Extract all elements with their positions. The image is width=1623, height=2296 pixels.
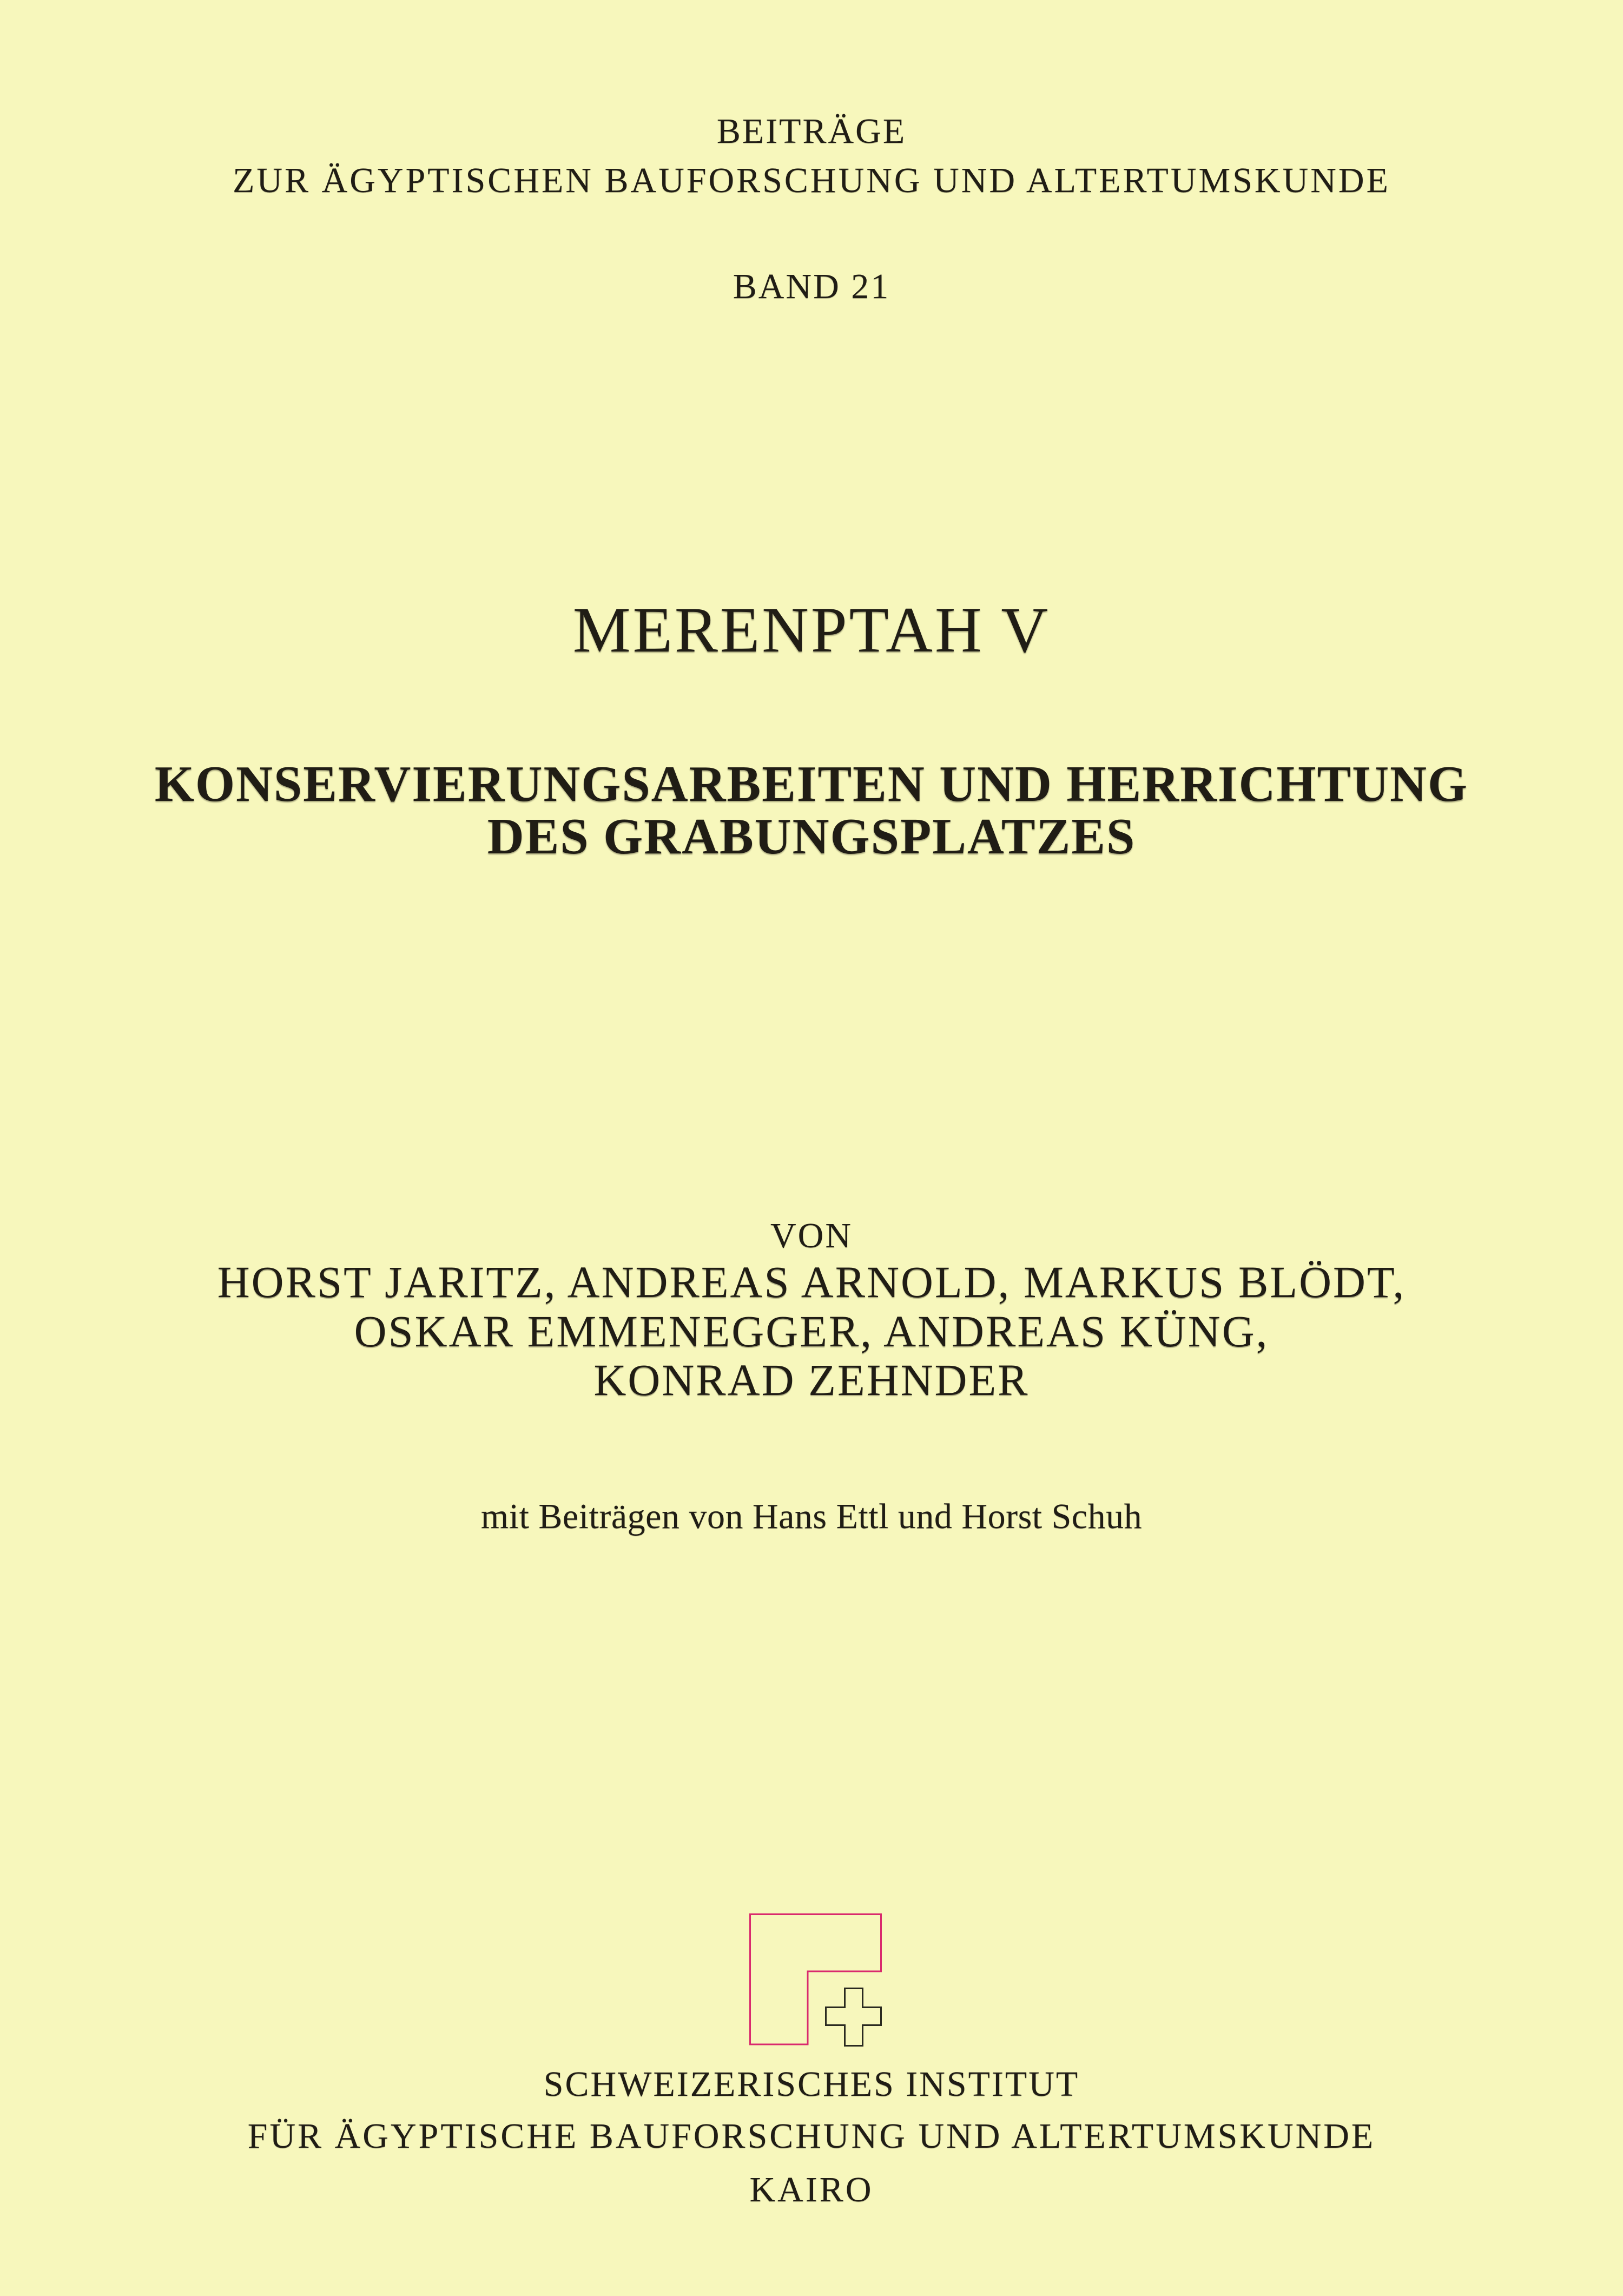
series-title-line1: BEITRÄGE [716, 111, 907, 151]
authors-intro: VON [770, 1216, 853, 1255]
swiss-cross-icon [826, 1989, 881, 2046]
publisher-name-line1: SCHWEIZERISCHES INSTITUT [543, 2064, 1080, 2104]
authors-line2: OSKAR EMMENEGGER, ANDREAS KÜNG, [354, 1306, 1269, 1356]
contributors-note: mit Beiträgen von Hans Ettl und Horst Schuh [480, 1497, 1143, 1536]
institute-logo [749, 1913, 882, 2047]
publisher-city: KAIRO [749, 2170, 874, 2209]
series-title-line2: ZUR ÄGYPTISCHEN BAUFORSCHUNG UND ALTERTUMSKUNDE [233, 161, 1390, 200]
book-subtitle-line2: DES GRABUNGSPLATZES [487, 808, 1136, 865]
authors-line1: HORST JARITZ, ANDREAS ARNOLD, MARKUS BLÖDT, [217, 1257, 1406, 1307]
series-volume: BAND 21 [733, 267, 890, 306]
logo-gamma-shape [750, 1915, 881, 2045]
book-subtitle-line1: KONSERVIERUNGSARBEITEN UND HERRICHTUNG [154, 756, 1469, 812]
authors-line3: KONRAD ZEHNDER [593, 1355, 1030, 1405]
publisher-name-line2: FÜR ÄGYPTISCHE BAUFORSCHUNG UND ALTERTUMSKUNDE [247, 2116, 1376, 2156]
book-title: MERENPTAH V [572, 594, 1051, 666]
